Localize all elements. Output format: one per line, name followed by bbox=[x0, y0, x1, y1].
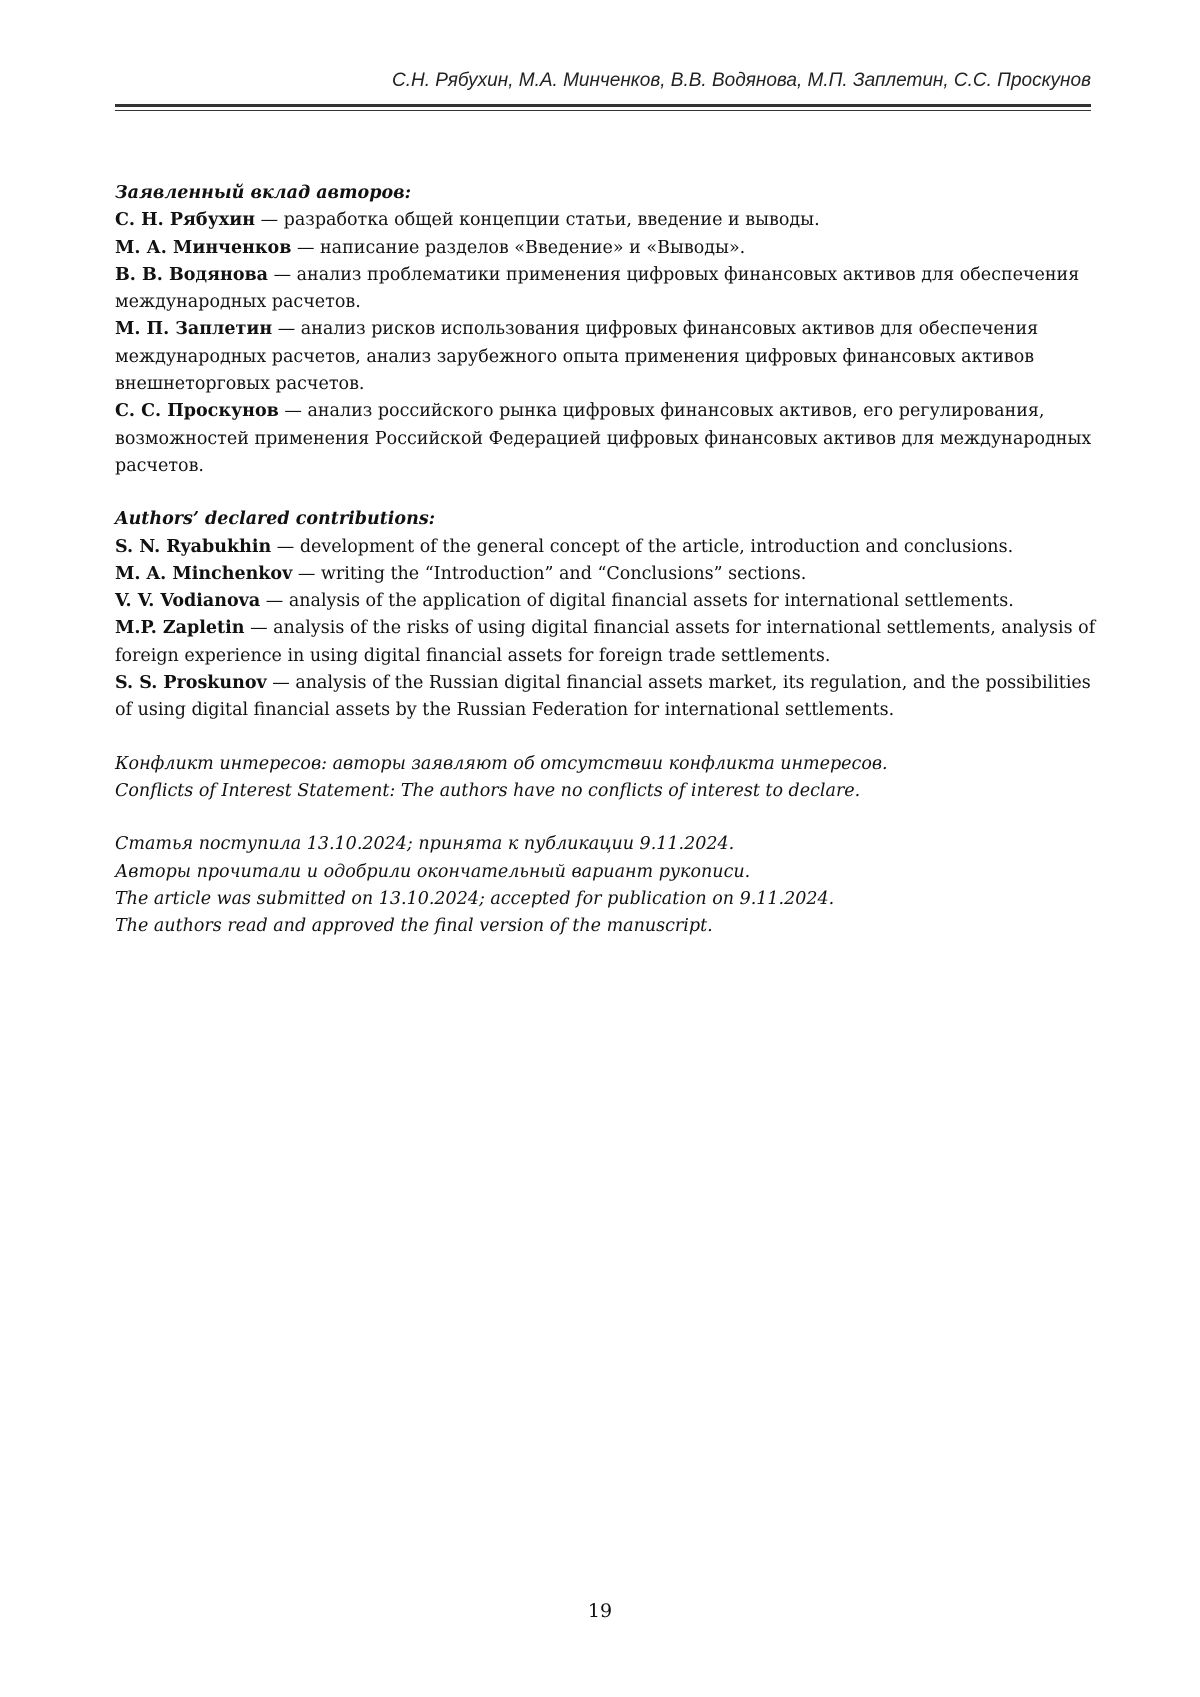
publication-dates-en: The article was submitted on 13.10.2024; accepted for publication on 9.11.2024. bbox=[115, 886, 1100, 913]
contribution-text: — development of the general concept of the article, introduction and conclusions. bbox=[271, 537, 1013, 557]
article-back-matter bbox=[115, 180, 1100, 966]
en-contribution-item bbox=[115, 561, 1100, 588]
contribution-text: — analysis of the Russian digital financial assets market, its regulation, and the possibilities of using digital financial assets by the Russian Federation for international settlements. bbox=[115, 673, 1091, 720]
conflict-statement-ru: Конфликт интересов: авторы заявляют об отсутствии конфликта интересов. bbox=[115, 751, 1100, 778]
contribution-text: — анализ рисков использования цифровых финансовых активов для обеспечения международных расчетов, анализ зарубежного опыта применения цифровых финансовых активов внешнеторговых расчетов. bbox=[115, 319, 1038, 394]
en-contributions-section bbox=[115, 506, 1100, 724]
ru-contributions-title: Заявленный вклад авторов: bbox=[115, 180, 1100, 207]
contribution-text: — анализ российского рынка цифровых финансовых активов, его регулирования, возможностей применения Российской Федерацией цифровых финансовых активов для международных расчетов. bbox=[115, 401, 1091, 476]
ru-contribution-item bbox=[115, 398, 1100, 480]
contribution-text: — анализ проблематики применения цифровых финансовых активов для обеспечения международных расчетов. bbox=[115, 265, 1079, 312]
conflict-statement-en: Conflicts of Interest Statement: The authors have no conflicts of interest to declare. bbox=[115, 778, 1100, 805]
author-name: С. С. Проскунов bbox=[115, 401, 279, 421]
en-contribution-item bbox=[115, 588, 1100, 615]
en-contributions-title: Authors’ declared contributions: bbox=[115, 506, 1100, 533]
author-name: M. A. Minchenkov bbox=[115, 564, 292, 584]
ru-contribution-item bbox=[115, 262, 1100, 317]
ru-contributions-section bbox=[115, 180, 1100, 480]
page-number: 19 bbox=[0, 1600, 1200, 1622]
en-contribution-item bbox=[115, 670, 1100, 725]
author-name: S. S. Proskunov bbox=[115, 673, 267, 693]
header-rule-thick bbox=[115, 104, 1091, 107]
contribution-text: — analysis of the risks of using digital financial assets for international settlements, analysis of foreign experience in using digital financial assets for foreign trade settlements. bbox=[115, 618, 1095, 665]
contribution-text: — analysis of the application of digital financial assets for international settlements. bbox=[260, 591, 1014, 611]
author-name: М. П. Заплетин bbox=[115, 319, 272, 339]
author-name: С. Н. Рябухин bbox=[115, 210, 255, 230]
running-header: С.Н. Рябухин, М.А. Минченков, В.В. Водянова, М.П. Заплетин, С.С. Проскунов bbox=[115, 70, 1091, 92]
ru-contribution-item bbox=[115, 207, 1100, 234]
en-contribution-item bbox=[115, 615, 1100, 670]
contribution-text: — написание разделов «Введение» и «Выводы». bbox=[291, 238, 745, 258]
author-name: S. N. Ryabukhin bbox=[115, 537, 271, 557]
publication-dates-ru: Статья поступила 13.10.2024; принята к публикации 9.11.2024. bbox=[115, 831, 1100, 858]
en-contribution-item bbox=[115, 534, 1100, 561]
author-name: M.P. Zapletin bbox=[115, 618, 245, 638]
header-rule-thin bbox=[115, 110, 1091, 111]
conflicts-of-interest bbox=[115, 751, 1100, 806]
contribution-text: — writing the “Introduction” and “Conclusions” sections. bbox=[292, 564, 806, 584]
ru-contribution-item bbox=[115, 316, 1100, 398]
approval-statement-ru: Авторы прочитали и одобрили окончательный вариант рукописи. bbox=[115, 859, 1100, 886]
author-name: V. V. Vodianova bbox=[115, 591, 260, 611]
publication-info bbox=[115, 831, 1100, 940]
contribution-text: — разработка общей концепции статьи, введение и выводы. bbox=[255, 210, 820, 230]
approval-statement-en: The authors read and approved the final version of the manuscript. bbox=[115, 913, 1100, 940]
ru-contribution-item bbox=[115, 235, 1100, 262]
author-name: М. А. Минченков bbox=[115, 238, 291, 258]
author-name: В. В. Водянова bbox=[115, 265, 268, 285]
